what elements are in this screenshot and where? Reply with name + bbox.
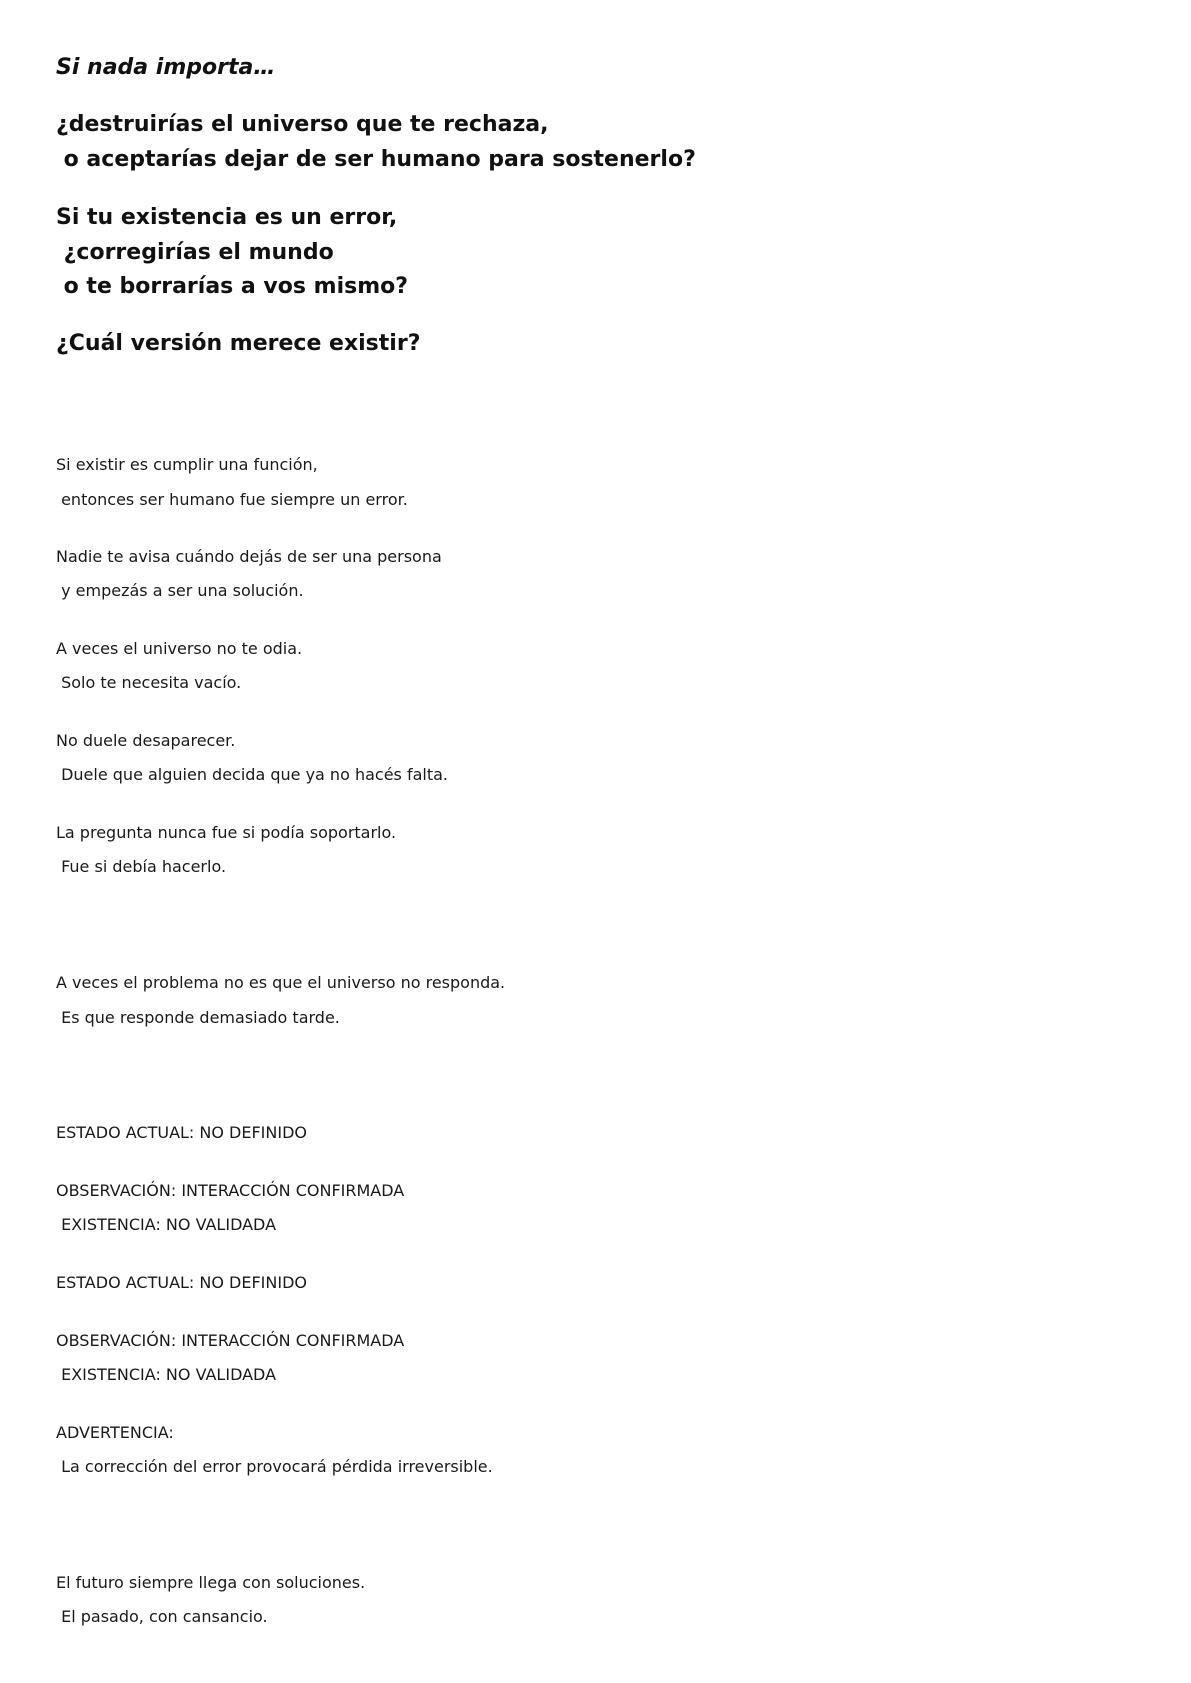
status-line: EXISTENCIA: NO VALIDADA — [56, 1365, 277, 1384]
verse-line: y empezás a ser una solución. — [56, 581, 304, 600]
question-line: o aceptarías dejar de ser humano para sostenerlo? — [56, 147, 696, 172]
verse-line: A veces el universo no te odia. — [56, 639, 303, 658]
verse-line: La pregunta nunca fue si podía soportarlo. — [56, 823, 397, 842]
status-line: ESTADO ACTUAL: NO DEFINIDO — [56, 1273, 307, 1292]
closing-line: El pasado, con cansancio. — [56, 1607, 268, 1626]
question-line: Si tu existencia es un error, — [56, 205, 398, 230]
verse-line: A veces el problema no es que el universo no responda. — [56, 973, 506, 992]
verse-line: Nadie te avisa cuándo dejás de ser una persona — [56, 547, 442, 566]
question-line: o te borrarías a vos mismo? — [56, 274, 408, 299]
document-title: Si nada importa… — [56, 55, 276, 80]
question-line: ¿Cuál versión merece existir? — [56, 331, 421, 356]
verse-line: Es que responde demasiado tarde. — [56, 1008, 340, 1027]
verse-line: Solo te necesita vacío. — [56, 673, 242, 692]
question-line: ¿corregirías el mundo — [56, 240, 334, 265]
verse-line: Si existir es cumplir una función, — [56, 455, 318, 474]
status-line: OBSERVACIÓN: INTERACCIÓN CONFIRMADA — [56, 1181, 405, 1200]
status-line: OBSERVACIÓN: INTERACCIÓN CONFIRMADA — [56, 1331, 405, 1350]
verse-line: Fue si debía hacerlo. — [56, 857, 227, 876]
closing-line: El futuro siempre llega con soluciones. — [56, 1573, 366, 1592]
verse-line: entonces ser humano fue siempre un error. — [56, 490, 408, 509]
status-line: EXISTENCIA: NO VALIDADA — [56, 1215, 277, 1234]
status-line: ESTADO ACTUAL: NO DEFINIDO — [56, 1123, 307, 1142]
warning-line: La corrección del error provocará pérdida irreversible. — [56, 1457, 493, 1476]
verse-line: Duele que alguien decida que ya no hacés falta. — [56, 765, 448, 784]
verse-line: No duele desaparecer. — [56, 731, 236, 750]
question-line: ¿destruirías el universo que te rechaza, — [56, 112, 549, 137]
warning-line: ADVERTENCIA: — [56, 1423, 174, 1442]
